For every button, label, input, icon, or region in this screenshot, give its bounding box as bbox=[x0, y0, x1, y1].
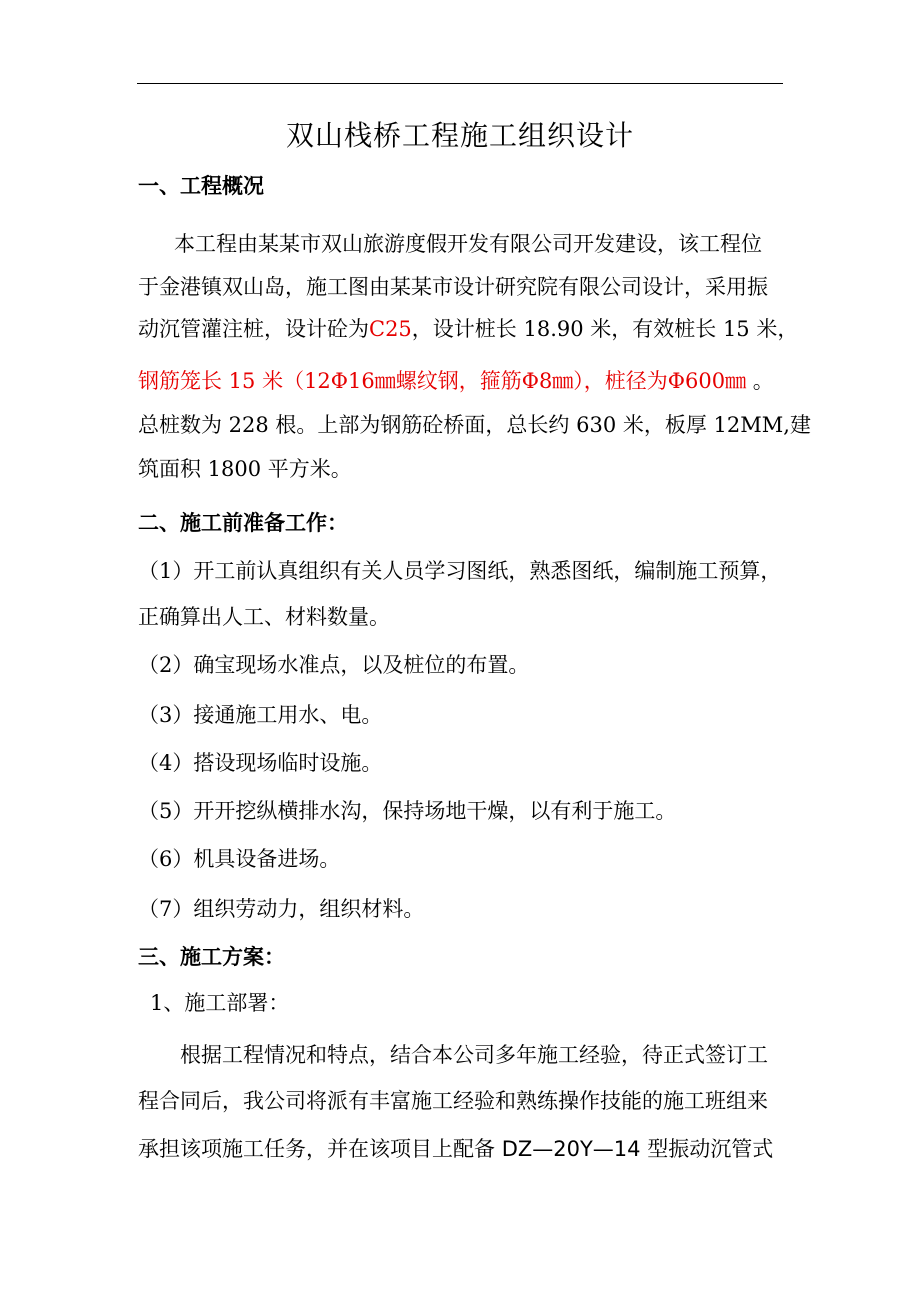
prep-item-2: （2）确宝现场水准点，以及桩位的布置。 bbox=[138, 653, 530, 677]
overview-line-1: 本工程由某某市双山旅游度假开发有限公司开发建设，该工程位 bbox=[174, 232, 762, 256]
prep-item-6: （6）机具设备进场。 bbox=[138, 847, 341, 871]
plan-line-1: 根据工程情况和特点，结合本公司多年施工经验，待正式签订工 bbox=[180, 1043, 768, 1067]
plan-text: 型振动沉管式 bbox=[640, 1137, 774, 1161]
prep-item-7: （7）组织劳动力，组织材料。 bbox=[138, 897, 425, 921]
plan-subheading-deployment: 1、施工部署： bbox=[150, 991, 290, 1015]
header-rule bbox=[137, 83, 783, 84]
plan-line-2: 程合同后，我公司将派有丰富施工经验和熟练操作技能的施工班组来 bbox=[138, 1089, 768, 1113]
prep-item-3: （3）接通施工用水、电。 bbox=[138, 703, 383, 727]
document-title: 双山栈桥工程施工组织设计 bbox=[285, 119, 634, 152]
overview-line-2: 于金港镇双山岛，施工图由某某市设计研究院有限公司设计，采用振 bbox=[138, 275, 768, 299]
section-heading-overview: 一、工程概况 bbox=[138, 174, 264, 198]
section-heading-plan: 三、施工方案： bbox=[138, 945, 285, 969]
prep-item-1: （1）开工前认真组织有关人员学习图纸，熟悉图纸，编制施工预算， bbox=[138, 559, 782, 583]
overview-text: ，设计桩长 18.90 米，有效桩长 15 米， bbox=[411, 317, 799, 341]
overview-text: 动沉管灌注桩，设计砼为 bbox=[138, 317, 369, 341]
equipment-model: DZ—20Y—14 bbox=[501, 1137, 641, 1161]
plan-text: 承担该项施工任务，并在该项目上配备 bbox=[138, 1137, 502, 1161]
prep-item-1-cont: 正确算出人工、材料数量。 bbox=[138, 605, 390, 629]
prep-item-4: （4）搭设现场临时设施。 bbox=[138, 751, 383, 775]
overview-line-3 bbox=[138, 314, 798, 344]
overview-text: 。 bbox=[746, 369, 774, 393]
overview-line-4 bbox=[138, 366, 774, 396]
section-heading-preparation: 二、施工前准备工作： bbox=[138, 511, 348, 535]
concrete-grade: C25 bbox=[369, 317, 412, 341]
overview-line-5: 总桩数为 228 根。上部为钢筋砼桥面，总长约 630 米，板厚 12MM,建 bbox=[138, 413, 811, 437]
overview-line-6: 筑面积 1800 平方米。 bbox=[138, 457, 352, 481]
rebar-cage-spec: 钢筋笼长 15 米（12Φ16㎜螺纹钢，箍筋Φ8㎜），桩径为Φ600㎜ bbox=[138, 369, 747, 393]
prep-item-5: （5）开开挖纵横排水沟，保持场地干燥，以有利于施工。 bbox=[138, 799, 677, 823]
plan-line-3 bbox=[138, 1134, 773, 1164]
